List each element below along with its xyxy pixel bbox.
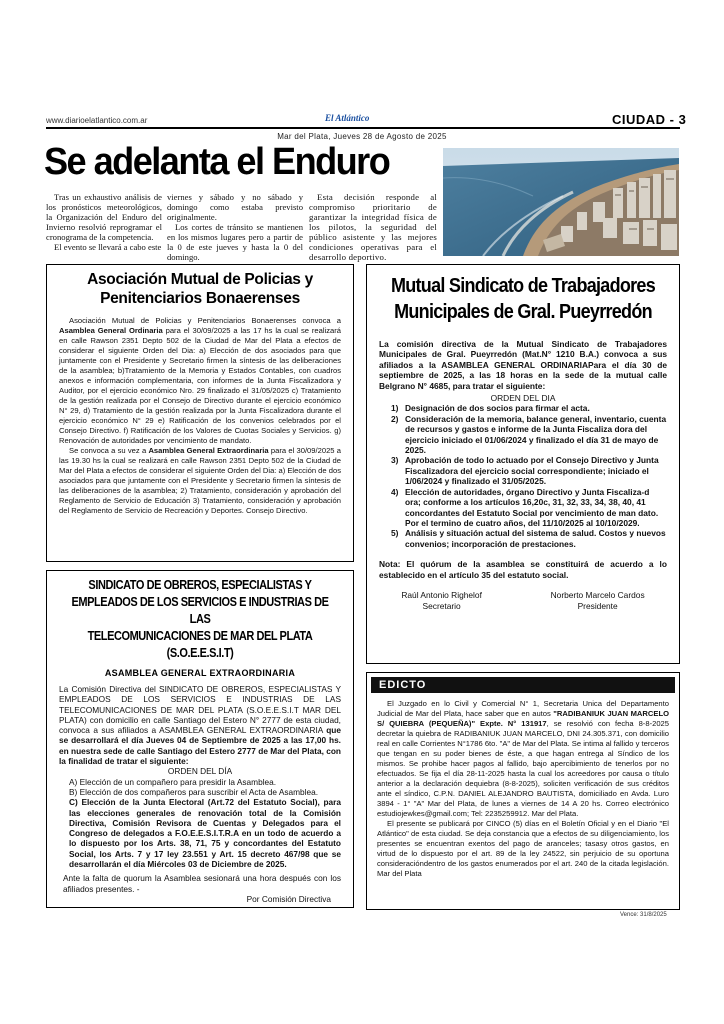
aerial-city-image <box>443 148 679 256</box>
list-item <box>391 528 667 549</box>
sindicato-subtitle: ASAMBLEA GENERAL EXTRAORDINARIA <box>104 668 296 678</box>
mutual-orden-del-dia: ORDEN DEL DIA <box>490 393 556 404</box>
lead-headline: Se adelanta el Enduro <box>44 141 390 183</box>
lead-paragraph: Tras un exhaustivo análisis de los pronósticos meteorológicos, la Organización del Enduro del Invierno resolvió reprogramar el cronograma de la competencia. <box>46 192 162 242</box>
item-text: Consideración de la memoria, balance general, inventario, cuenta de recursos y gastos e informe de la Junta Fiscaliza dora del ejercicio iniciado el 01/06/2024 y finalizado el día 31 de mayo de 2025. <box>405 413 667 456</box>
asociacion-body <box>59 316 341 516</box>
item-number: 4) <box>391 486 399 497</box>
item-number: 1) <box>391 403 399 414</box>
sindicato-title <box>65 577 334 662</box>
text-bold: Asamblea General Extraordinaria <box>148 446 269 455</box>
sindicato-notice <box>46 570 354 908</box>
signature-secretario <box>401 590 482 612</box>
item-text: Designación de dos socios para firmar el acta. <box>405 403 590 414</box>
signer-role: Secretario <box>422 600 461 611</box>
list-item: A) Elección de un compañero para presidir la Asamblea. <box>69 776 277 787</box>
edicto-paragraph-2: El presente se publicará por CINCO (5) días en el Boletín Oficial y en el Diario "El Atlántico" de esta ciudad. Se deja constancia que a efectos de su diligenciamiento, los presentes se encuentran exentos del pago de aranceles; tasasy otros gastos, en virtud de lo dispuesto por el art. 89 de la ley 24522, sin perjuicio de su oportuna consideracióndentro de los gastos enumerados por el art. 240 de la citada legislación. Mar del Plata <box>377 819 669 878</box>
edicto-body <box>377 699 669 879</box>
newspaper-logo: El Atlántico <box>325 113 370 123</box>
edicto-notice <box>366 672 680 910</box>
lead-column-2 <box>167 192 303 262</box>
text: para el 30/09/2025 a las 17 hs la cual se realizará en calle Rawson 2351 Depto 502 de la Ciudad de Mar del Plata a efectos de considerar el siguiente Orden del Dia: a) Elección de dos asociados para que juntamente con el Presidente y Secretario firmen la síntesis de las deliberaciones de la asamblea; b)Tratamiento de la Memoria y Estados Contables, con cuadros anexos e información complementaria, con informes de la Junta Fiscalizadora y Auditor, por el ejercicio económico Nro. 29 finalizado el 31/05/2025 c) Tratamiento de la gestión realizada por el Consejo de Directivo durante el ejercicio económico N° 29, d) Tratamiento de la gestión realizada por la Junta Fiscalizadora durante el ejercicio económico N° 29 e) Ratificación de los convenios celebrados por el Consejo Directivo. f) Ratificación de los Valores de Cuotas Sociales y Servicios. g) Renovación de autoridades por vencimiento de mandato. <box>59 326 341 445</box>
asociacion-paragraph-1 <box>59 316 341 446</box>
asociacion-mutual-notice <box>46 264 354 562</box>
lead-paragraph: Esta decisión responde al compromiso prioritario de garantizar la integridad física de los pilotos, la seguridad del público asistente y las mejores condiciones operativas para el desarrollo deportivo. <box>309 192 437 262</box>
lead-column-1 <box>46 192 162 252</box>
sindicato-quorum-note: Ante la falta de quorum la Asamblea sesionará una hora después con los afiliados presentes. - <box>63 873 341 894</box>
title-line: Mutual Sindicato de Trabajadores <box>390 275 656 297</box>
title-line: Penitenciarios Bonaerenses <box>100 290 300 307</box>
text-bold: que se desarrollará el día Jueves 04 de Septiembre de 2025 a las 17,00 hs. en nuestra sede de calle Santiago del Estero 2777 de Mar del Plata, con la finalidad de tratar el siguiente: <box>59 725 341 767</box>
item-number: 5) <box>391 528 399 539</box>
signer-name: Norberto Marcelo Cardos <box>550 589 645 600</box>
sindicato-orden-del-dia: ORDEN DEL DÍA <box>167 766 233 777</box>
mutual-body <box>379 339 667 580</box>
text: Asociación Mutual de Policias y Penitenciarios Bonaerenses convoca a <box>69 316 341 325</box>
sindicato-body <box>59 684 341 904</box>
text: La Comisión Directiva del SINDICATO DE OBREROS, ESPECIALISTAS Y EMPLEADOS DE LOS SERVICIOS E INDUSTRIAS DE LAS TELECOMUNICACIONES DE MAR DEL PLATA (S.O.E.E.S.I.T MAR DEL PLATA) con domicilio en calle Santiago del Estero N° 2777 de esta ciudad, convoca a sus afiliados a ASAMBLEA GENERAL EXTRAORDINARIA <box>59 684 341 736</box>
title-line: Asociación Mutual de Policias y <box>87 271 313 288</box>
edicto-paragraph-1 <box>377 699 669 819</box>
item-number: 3) <box>391 455 399 466</box>
lead-paragraph: El evento se llevará a cabo este <box>54 242 162 252</box>
sindicato-intro <box>59 684 341 766</box>
mutual-nota: Nota: El quórum de la asamblea se constituirá de acuerdo a lo establecido en el artículo 35 del estatuto social. <box>379 559 667 580</box>
text-bold: "RADIBANIUK JUAN MARCELO S/ QUIEBRA (PEQUEÑA)" Expte. N° 131917 <box>377 709 669 728</box>
item-number: 2) <box>391 413 399 424</box>
text-bold: Asamblea General Ordinaria <box>59 326 163 335</box>
mutual-signatures <box>367 590 679 612</box>
list-item <box>391 414 667 456</box>
asociacion-title <box>47 270 353 308</box>
edicto-label: EDICTO <box>371 677 675 693</box>
title-line: SINDICATO DE OBREROS, ESPECIALISTAS Y <box>88 578 312 592</box>
mutual-intro: La comisión directiva de la Mutual Sindicato de Trabajadores Municipales de Gral. Pueyrredón (Mat.N° 1210 B.A.) convoca a sus afiliados a la ASAMBLEA GENERAL ORDINARIAPara el día 30 de septiembre de 2025, a las 18 horas en la sede de la mutual calle Belgrano N° 4685, para tratar el siguiente: <box>379 339 667 391</box>
header-rule <box>46 127 680 129</box>
list-item <box>391 487 667 529</box>
sindicato-signature: Por Comisión Directiva <box>246 893 331 904</box>
title-line: Municipales de Gral. Pueyrredón <box>394 301 652 323</box>
item-text: Análisis y situación actual del sistema de salud. Costos y nuevos convenios; incorporación de prestaciones. <box>405 528 666 549</box>
lead-paragraph: Los cortes de tránsito se mantienen en los mismos lugares pero a partir de la 0 de este jueves y hasta la 0 del domingo. <box>167 222 303 262</box>
mutual-title <box>383 273 664 325</box>
list-item <box>391 455 667 486</box>
list-item <box>391 403 667 413</box>
text: El Juzgado en lo Civil y Comercial N° 1, Secretaria Unica del Departamento Judicial de Mar del Plata, hace saber que en autos <box>377 699 669 718</box>
site-url: www.diarioelatlantico.com.ar <box>46 116 148 125</box>
item-text: Elección de autoridades, órgano Directivo y Junta Fiscaliza-d ora; conforme a los artículos 16,20c, 31, 32, 33, 34, 38, 40, 41 concordantes del Estatuto Social por vencimiento de man dato. Por el termino de cuatro años, del 11/10/2025 al 10/10/2029. <box>405 486 659 528</box>
section-page-label: CIUDAD - 3 <box>612 112 687 127</box>
mutual-items <box>379 403 667 549</box>
coastline-photo <box>443 148 679 256</box>
text: para el 30/09/2025 a las 19.30 hs la cual se realizará en calle Rawson 2351 Depto 502 de la Ciudad de Mar del Plata a efectos de considerar el siguiente Orden del Dia: a) Elección de dos asociados para que juntamente con el Presidente y Secretario firmen la síntesis de las deliberaciones de la asamblea; 2) Tratamiento, consideración y aprobación del Reglamento de Servicio de Educación 3) Tratamiento, consideración y aprobación del Reglamento de Servicio de Recreación y Deportes. Consejo Directivo. <box>59 446 341 515</box>
asociacion-paragraph-2 <box>59 446 341 516</box>
dateline: Mar del Plata, Jueves 28 de Agosto de 2025 <box>277 132 447 141</box>
edicto-vence: Vence: 31/8/2025 <box>620 912 667 918</box>
mutual-sindicato-notice <box>366 264 680 664</box>
signer-name: Raúl Antonio Righelof <box>401 589 482 600</box>
list-item: B) Elección de dos compañeros para suscribir el Acta de Asamblea. <box>69 786 319 797</box>
title-line: EMPLEADOS DE LOS SERVICIOS E INDUSTRIAS DE LAS <box>71 595 329 626</box>
signature-presidente <box>551 590 645 612</box>
title-line: TELECOMUNICACIONES DE MAR DEL PLATA (S.O.E.E.S.I.T) <box>87 629 313 660</box>
signer-role: Presidente <box>577 600 618 611</box>
lead-paragraph: viernes y sábado y no sábado y domingo como estaba previsto originalmente. <box>167 192 303 222</box>
list-item: C) Elección de la Junta Electoral (Art.72 del Estatuto Social), para las elecciones generales de renovación total de la Comisión Directiva, Comisión Revisora de Cuentas y Delegados para el Congreso de delegados a F.O.E.E.S.I.T.R.A en un todo de acuerdo a lo dispuesto por los Arts. 38, 71, 75 y concordantes del Estatuto Social, los Arts. 7 y 17 ley 23.551 y Art. 15 decreto 467/98 que se desarrollarán el día Miércoles 03 de Diciembre de 2025. <box>69 797 341 870</box>
lead-column-3 <box>309 192 437 262</box>
item-text: Aprobación de todo lo actuado por el Consejo Directivo y Junta Fiscalizadora del ejercicio social correspondiente; iniciado el 1/06/2024 y finalizado el 31/05/2025. <box>405 455 659 487</box>
text: Se convoca a su vez a <box>69 446 149 455</box>
text: , se resolvió con fecha 8-8-2025 decretar la quiebra de RADIBANIUK JUAN MARCELO, DNI 24.305.371, con domicilio real en calle Corrientes N°1786 6to. "A" de Mar del Plata. Se intima al fallido y terceros que tengan en su poder bienes de éste, a que hagan entrega al Síndico de los mismos. Se prohibe hacer pagos al fallido, bajo apercibimiento de tenerlos por no efectuados. Se fija el día 28-11-2025 hasta la cual los acreedores por causa o título anterior a la declaración dequiebra (8-8-2025), soliciten verificación de sus créditos ante el síndico, C.P.N. DANIEL ALEJANDRO BAUTISTA, domiciliado en Avda. Luro 3894 - 1° "A" Mar del Plata, de lunes a viernes de 14 A 20 hs. Correo electrónico estudiojewkes@gmail.com; Tel: 2235259912. Mar del Plata. <box>377 719 669 818</box>
